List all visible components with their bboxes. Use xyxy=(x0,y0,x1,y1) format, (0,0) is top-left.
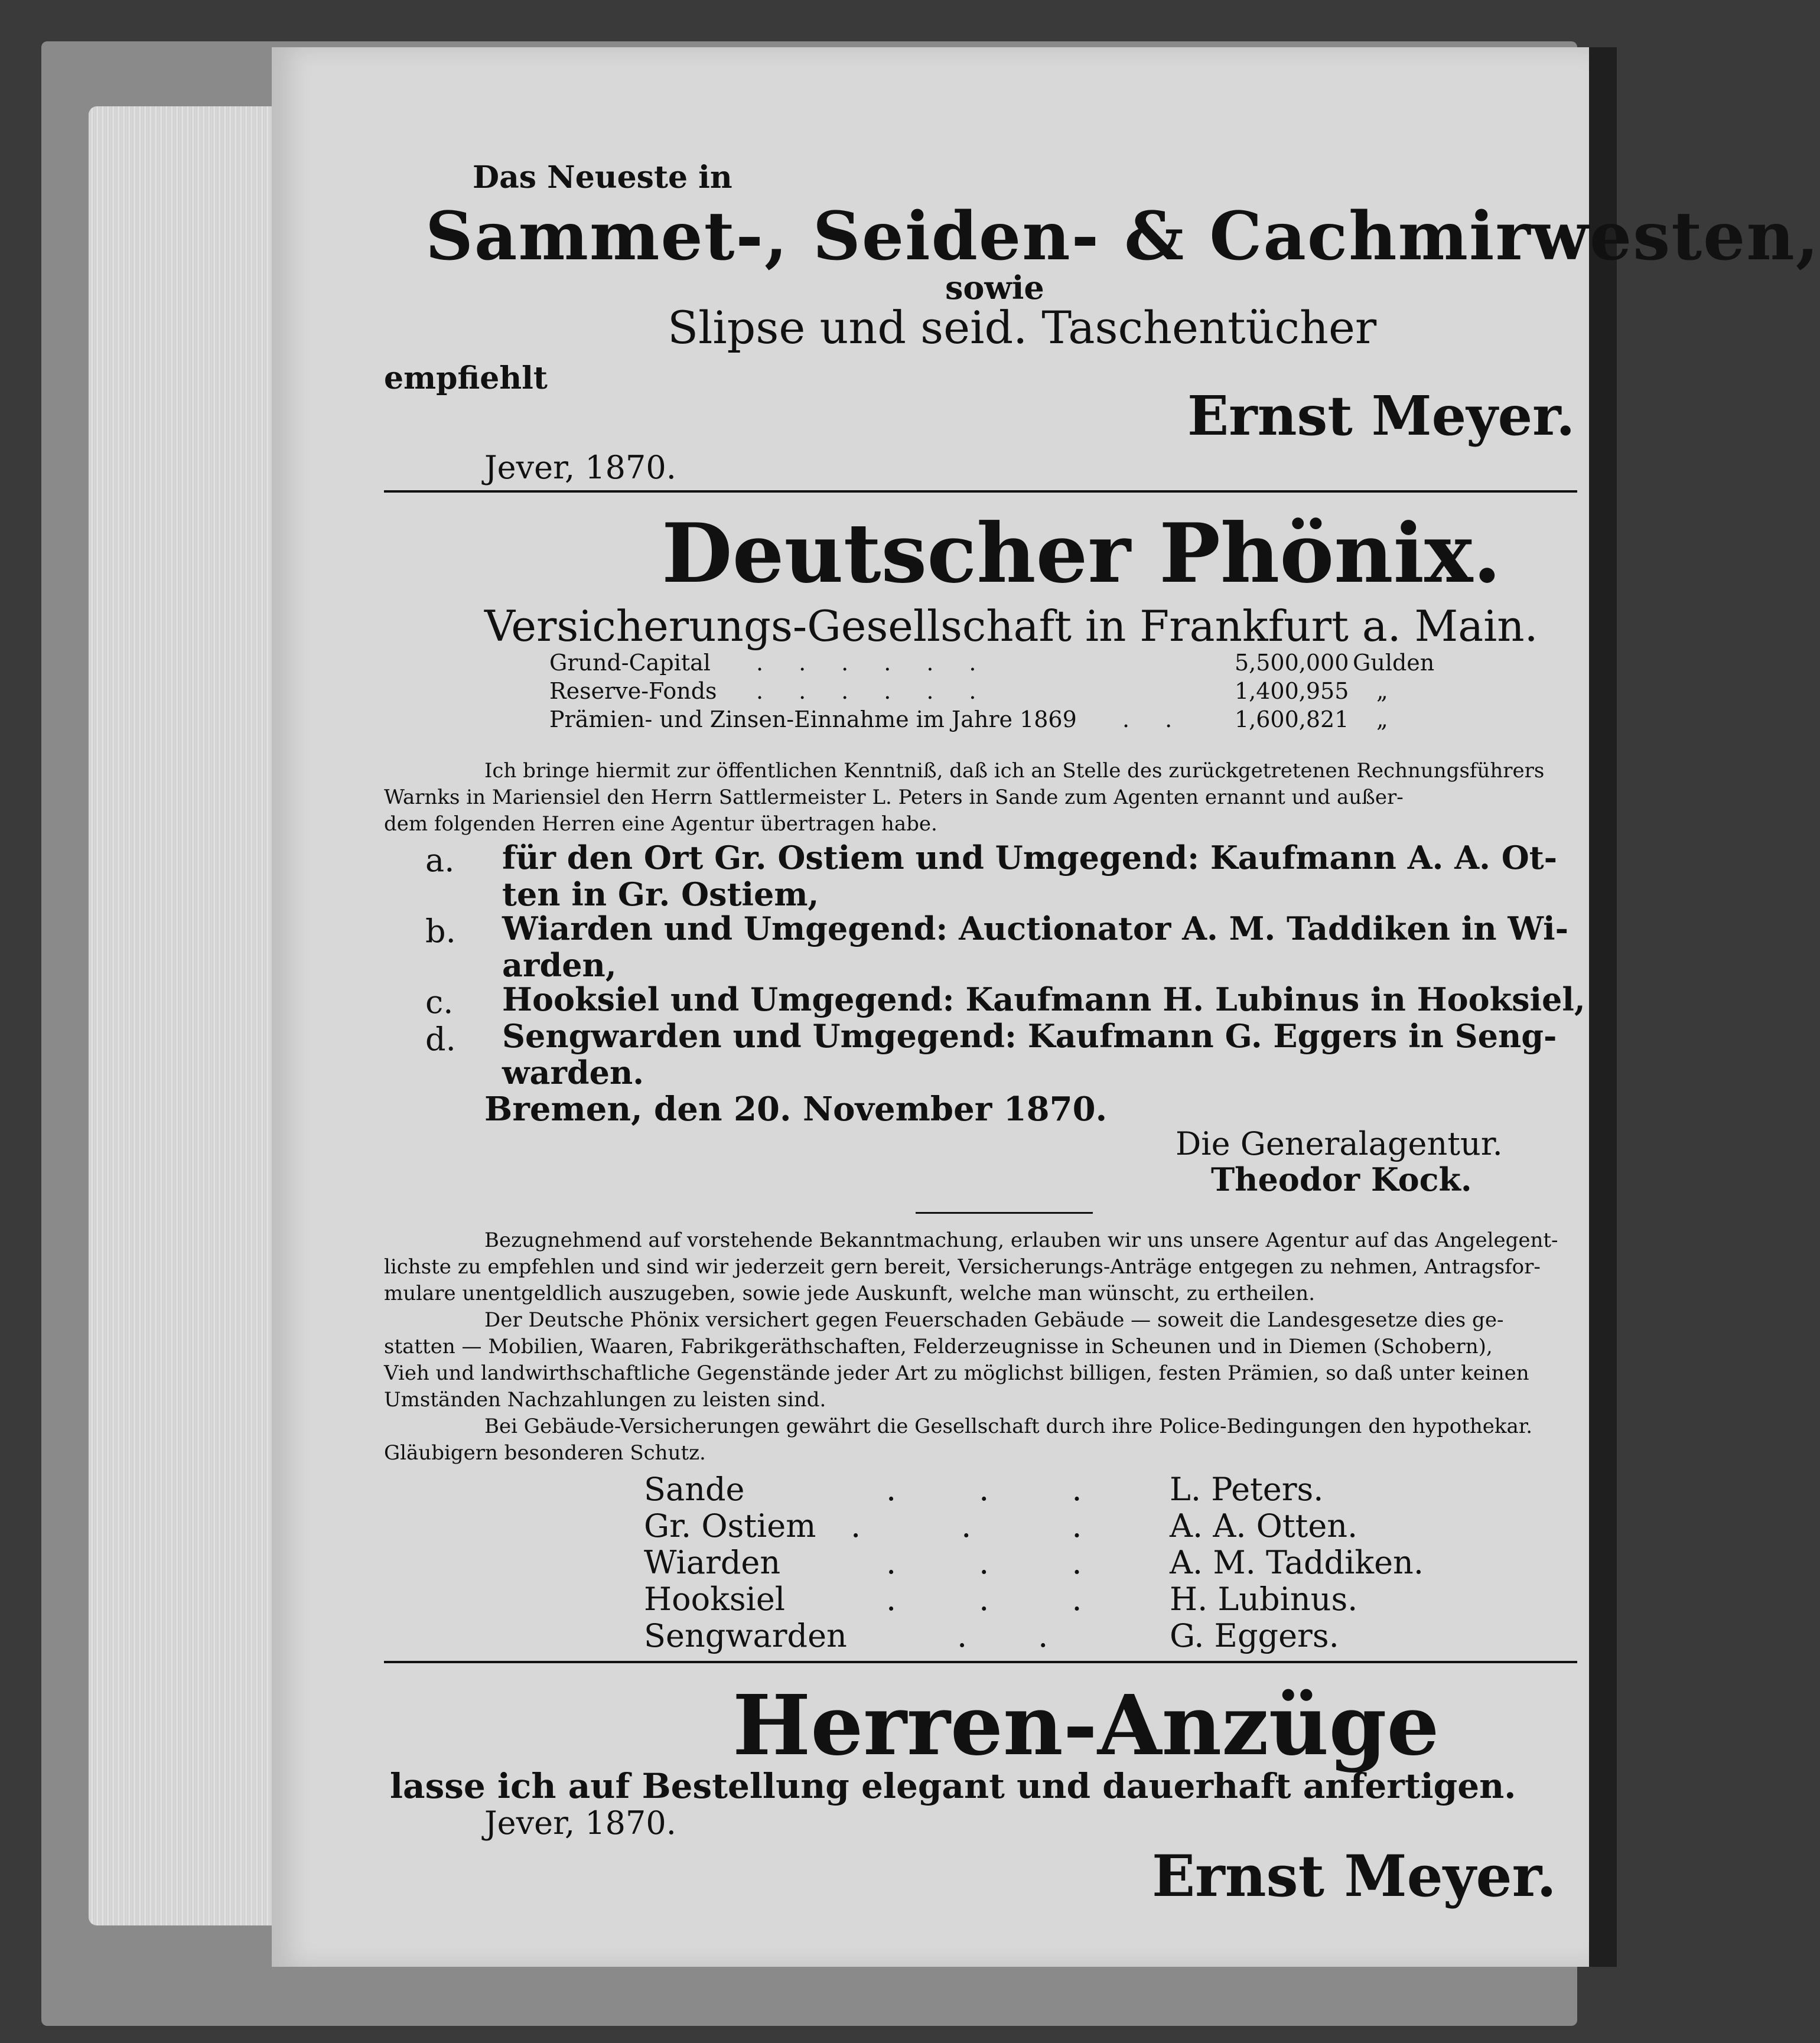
agent-line: ten in Gr. Ostiem, xyxy=(502,875,819,913)
leader-dots: ...... xyxy=(756,650,1012,676)
ad3-line: lasse ich auf Bestellung elegant und dauerhaft anfertigen. xyxy=(390,1766,1516,1806)
leader-dots: ...... xyxy=(756,678,1012,704)
agent-line: Hooksiel und Umgegend: Kaufmann H. Lubinus in Hooksiel, xyxy=(502,980,1585,1018)
body-line: mulare unentgeldlich auszugeben, sowie jede Auskunft, welche man wünscht, zu ertheilen. xyxy=(384,1282,1316,1305)
leader-dots: ... xyxy=(851,1507,1183,1545)
signature-line: Die Generalagentur. xyxy=(1176,1125,1503,1162)
binding-gutter xyxy=(1589,47,1617,1967)
capital-unit: „ xyxy=(1376,678,1388,704)
agent-table-name: A. M. Taddiken. xyxy=(1170,1544,1424,1581)
ad3-title: Herren-Anzüge xyxy=(732,1677,1440,1774)
agent-table-name: H. Lubinus. xyxy=(1170,1581,1358,1618)
body-line: Umständen Nachzahlungen zu leisten sind. xyxy=(384,1388,826,1412)
body-line: Vieh und landwirthschaftliche Gegenstände jeder Art zu möglichst billigen, festen Prämien, so daß unter keinen xyxy=(384,1361,1529,1385)
agent-line: Wiarden und Umgegend: Auctionator A. M. Taddiken in Wi- xyxy=(502,910,1569,947)
signature-name: Theodor Kock. xyxy=(1211,1161,1472,1198)
leader-dots: ... xyxy=(886,1471,1165,1508)
capital-label: Grund-Capital xyxy=(549,650,711,676)
leader-dots: ... xyxy=(886,1544,1165,1581)
agent-line: arden, xyxy=(502,946,617,984)
para-line: Warnks in Mariensiel den Herrn Sattlermeister L. Peters in Sande zum Agenten ernannt und außer- xyxy=(384,786,1404,809)
divider xyxy=(384,490,1577,493)
capital-label: Prämien- und Zinsen-Einnahme im Jahre 1869 xyxy=(549,706,1077,732)
ad1-merchant: Ernst Meyer. xyxy=(1187,384,1575,448)
body-line: Der Deutsche Phönix versichert gegen Feuerschaden Gebäude — soweit die Landesgesetze dies ge- xyxy=(484,1308,1504,1332)
ad3-place-date: Jever, 1870. xyxy=(484,1804,676,1842)
body-line: lichste zu empfehlen und sind wir jederzeit gern bereit, Versicherungs-Anträge entgegen zu nehmen, Antragsfor- xyxy=(384,1255,1541,1279)
agent-letter: a. xyxy=(425,842,455,879)
divider xyxy=(384,1661,1577,1663)
agent-table-place: Wiarden xyxy=(644,1544,781,1581)
body-line: Bei Gebäude-Versicherungen gewährt die Gesellschaft durch ihre Police-Bedingungen den hypothekar. xyxy=(484,1415,1533,1438)
ad1-place-date: Jever, 1870. xyxy=(484,449,676,486)
agent-letter: b. xyxy=(425,913,456,950)
body-line: statten — Mobilien, Waaren, Fabrikgeräthschaften, Felderzeugnisse in Scheunen und in Diemen (Schobern), xyxy=(384,1335,1493,1358)
agent-table-place: Sengwarden xyxy=(644,1617,847,1654)
capital-amount: 1,600,821 xyxy=(1235,706,1349,732)
body-line: Bezugnehmend auf vorstehende Bekanntmachung, erlauben wir uns unsere Agentur auf das Angelegent- xyxy=(484,1229,1558,1252)
capital-unit: „ xyxy=(1376,706,1388,732)
ad1-intro: Das Neueste in xyxy=(473,159,732,195)
ad1-headline: Sammet-, Seiden- & Cachmirwesten, xyxy=(425,198,1820,275)
ad1-sowie: sowie xyxy=(945,269,1044,307)
ad1-line3: Slipse und seid. Taschentücher xyxy=(668,301,1377,354)
agent-letter: d. xyxy=(425,1021,456,1058)
agent-table-name: A. A. Otten. xyxy=(1170,1507,1358,1545)
capital-amount: 5,500,000 xyxy=(1235,650,1349,676)
ad3-merchant: Ernst Meyer. xyxy=(1152,1843,1557,1910)
ad2-subtitle: Versicherungs-Gesellschaft in Frankfurt a. Main. xyxy=(484,601,1538,651)
ad2-title: Deutscher Phönix. xyxy=(662,505,1502,601)
agent-line: für den Ort Gr. Ostiem und Umgegend: Kaufmann A. A. Ot- xyxy=(502,839,1558,876)
agent-line: Sengwarden und Umgegend: Kaufmann G. Eggers in Seng- xyxy=(502,1017,1557,1055)
para-line: dem folgenden Herren eine Agentur übertragen habe. xyxy=(384,812,937,836)
agent-letter: c. xyxy=(425,983,454,1021)
short-divider xyxy=(916,1212,1093,1214)
agent-table-name: L. Peters. xyxy=(1170,1471,1324,1508)
agent-table-place: Hooksiel xyxy=(644,1581,786,1618)
capital-label: Reserve-Fonds xyxy=(549,678,717,704)
leader-dots: .. xyxy=(957,1617,1119,1654)
agent-table-place: Gr. Ostiem xyxy=(644,1507,816,1545)
agent-line: warden. xyxy=(502,1054,644,1091)
agent-table-name: G. Eggers. xyxy=(1170,1617,1339,1654)
para-line: Ich bringe hiermit zur öffentlichen Kenntniß, daß ich an Stelle des zurückgetretenen Rechnungsführers xyxy=(484,759,1545,783)
capital-unit: Gulden xyxy=(1353,650,1435,676)
leader-dots: ... xyxy=(886,1581,1165,1618)
capital-amount: 1,400,955 xyxy=(1235,678,1349,704)
page-edges xyxy=(89,106,272,1925)
agent-table-place: Sande xyxy=(644,1471,745,1508)
ad2-place-date: Bremen, den 20. November 1870. xyxy=(484,1090,1108,1129)
ad1-empfiehlt: empfiehlt xyxy=(384,360,548,396)
leader-dots: .. xyxy=(1122,706,1208,732)
body-line: Gläubigern besonderen Schutz. xyxy=(384,1441,706,1465)
